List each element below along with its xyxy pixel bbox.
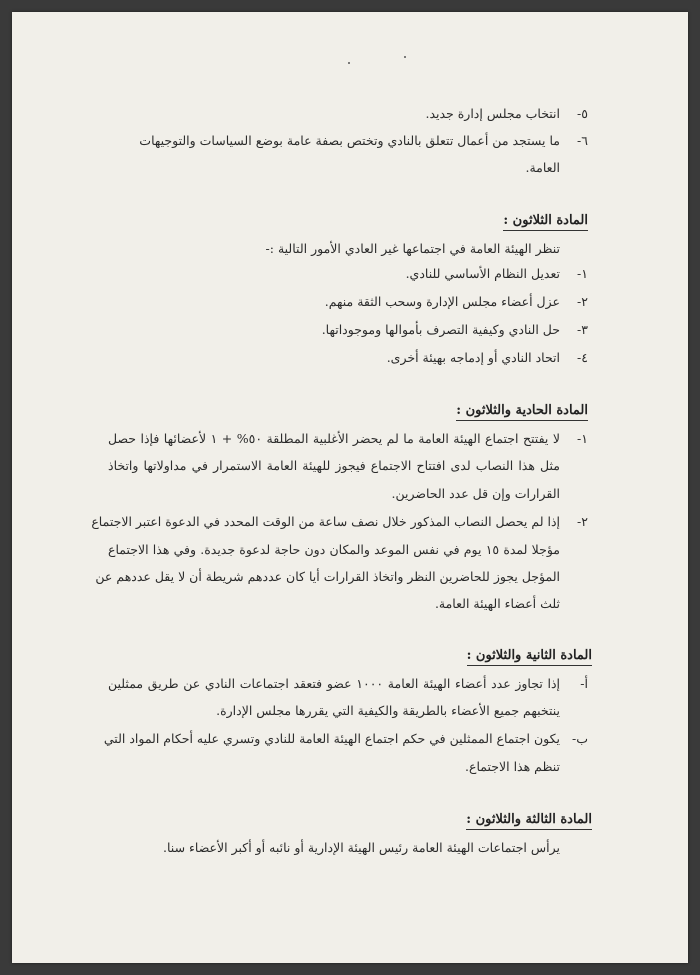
list-item-continuation: تنظم هذا الاجتماع. [465, 759, 560, 774]
list-item: أ-إذا تجاوز عدد أعضاء الهيئة العامة ١٠٠٠ عضو فتعقد اجتماعات النادي عن طريق ممثلين [108, 676, 588, 691]
list-item: ٢-إذا لم يحصل النصاب المذكور خلال نصف ساعة من الوقت المحدد في الدعوة اعتبر الاجتماع [91, 514, 588, 529]
list-item-continuation: العامة. [525, 160, 560, 175]
article-33-heading: المادة الثالثة والثلاثون : [466, 812, 592, 830]
list-item: ٢-عزل أعضاء مجلس الإدارة وسحب الثقة منهم. [324, 294, 588, 309]
list-item-continuation: القرارات وإن قل عدد الحاضرين. [391, 486, 560, 501]
list-item: ١-لا يفتتح اجتماع الهيئة العامة ما لم يحضر الأغلبية المطلقة ٥٠% + ١ لأعضائها فإذا حصل [108, 431, 588, 446]
article-30-heading: المادة الثلاثون : [503, 213, 588, 231]
list-item-continuation: مثل هذا النصاب لدى افتتاح الاجتماع فيجوز للهيئة العامة الاستمرار في مداولاتها واتخاذ [108, 458, 560, 473]
list-item-continuation: ينتخبهم جميع الأعضاء بالطريقة والكيفية التي يقررها مجلس الإدارة. [216, 703, 560, 718]
list-item: ٥-انتخاب مجلس إدارة جديد. [425, 106, 588, 121]
list-item: ب-يكون اجتماع الممثلين في حكم اجتماع الهيئة العامة للنادي وتسري عليه أحكام المواد التي [103, 731, 588, 746]
page-speck [404, 56, 406, 58]
article-30-intro: تنظر الهيئة العامة في اجتماعها غير العادي الأمور التالية :- [265, 241, 560, 256]
list-item: ٦-ما يستجد من أعمال تتعلق بالنادي وتختص بصفة عامة بوضع السياسات والتوجيهات [139, 133, 588, 148]
list-item: ٤-اتحاد النادي أو إدماجه بهيئة أخرى. [386, 350, 588, 365]
page-speck [348, 62, 350, 64]
article-32-heading: المادة الثانية والثلاثون : [467, 648, 592, 666]
list-item: ٣-حل النادي وكيفية التصرف بأموالها وموجوداتها. [321, 322, 588, 337]
article-31-heading: المادة الحادية والثلاثون : [456, 403, 588, 421]
list-item: ١-تعديل النظام الأساسي للنادي. [405, 266, 588, 281]
list-item-continuation: المؤجل يجوز للحاضرين النظر واتخاذ القرارات أيا كان عددهم شريطة أن لا يقل عددهم عن [95, 569, 560, 584]
list-item-continuation: ثلث أعضاء الهيئة العامة. [434, 596, 560, 611]
article-33-text: يرأس اجتماعات الهيئة العامة رئيس الهيئة الإدارية أو نائبه أو أكبر الأعضاء سنا. [163, 840, 560, 855]
document-page [12, 12, 688, 963]
list-item-continuation: مؤجلا لمدة ١٥ يوم في نفس الموعد والمكان دون حاجة لدعوة جديدة. وفي هذا الاجتماع [108, 542, 561, 557]
